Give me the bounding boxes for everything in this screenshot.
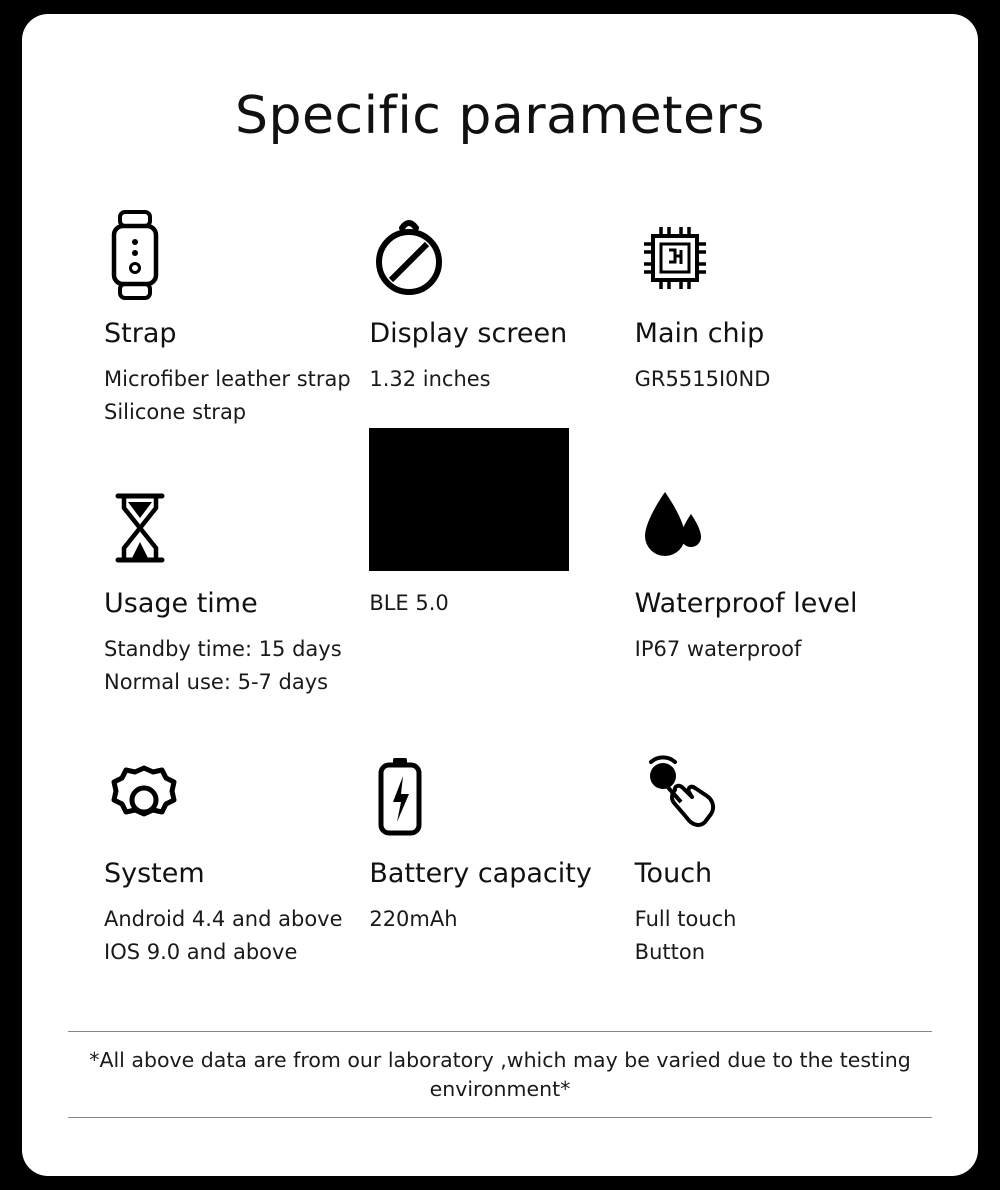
spec-item-system bbox=[104, 748, 369, 988]
touch-hand-icon bbox=[635, 748, 900, 840]
spec-line: Normal use: 5-7 days bbox=[104, 670, 329, 695]
spec-item-waterproof-level bbox=[635, 478, 900, 718]
spec-item-usage-time bbox=[104, 478, 369, 718]
spec-title: Waterproof level bbox=[634, 588, 858, 619]
spec-line: IOS 9.0 and above bbox=[104, 940, 298, 965]
spec-line: 1.32 inches bbox=[369, 367, 491, 392]
spec-title: Battery capacity bbox=[369, 858, 592, 889]
spec-title: Display screen bbox=[369, 318, 568, 349]
chip-icon bbox=[635, 208, 900, 300]
spec-line: IP67 waterproof bbox=[634, 637, 802, 662]
spec-line: BLE 5.0 bbox=[369, 591, 449, 615]
spec-line: GR5515I0ND bbox=[634, 367, 771, 392]
spec-title: Main chip bbox=[634, 318, 765, 349]
spec-item-main-chip bbox=[635, 208, 900, 448]
spec-item-strap bbox=[104, 208, 369, 448]
spec-title: Strap bbox=[104, 318, 177, 349]
page-title: Specific parameters bbox=[234, 86, 766, 146]
spec-title: System bbox=[104, 858, 205, 889]
spec-item-bluetooth bbox=[369, 478, 634, 718]
spec-line: Microfiber leather strap bbox=[104, 367, 351, 392]
water-drop-icon bbox=[635, 478, 900, 570]
spec-item-display-screen bbox=[369, 208, 634, 448]
spec-line: Silicone strap bbox=[104, 400, 247, 425]
spec-title: Usage time bbox=[104, 588, 258, 619]
spec-line: 220mAh bbox=[369, 907, 458, 932]
watch-face-icon bbox=[369, 208, 634, 300]
gear-icon bbox=[104, 748, 369, 840]
spec-line: Android 4.4 and above bbox=[104, 907, 343, 932]
spec-sheet-card bbox=[22, 14, 978, 1176]
spec-line: Button bbox=[634, 940, 705, 965]
spec-item-battery-capacity bbox=[369, 748, 634, 988]
footer-disclaimer: *All above data are from our laboratory ,which may be varied due to the testing environment* bbox=[68, 1031, 932, 1118]
bluetooth-icon bbox=[369, 428, 569, 571]
watch-strap-icon bbox=[104, 208, 369, 300]
spec-line: Standby time: 15 days bbox=[104, 637, 342, 662]
spec-title: Touch bbox=[634, 858, 713, 889]
battery-icon bbox=[369, 748, 634, 840]
spec-line: Full touch bbox=[634, 907, 737, 932]
hourglass-icon bbox=[104, 478, 369, 570]
spec-item-touch bbox=[635, 748, 900, 988]
spec-grid bbox=[22, 208, 978, 988]
